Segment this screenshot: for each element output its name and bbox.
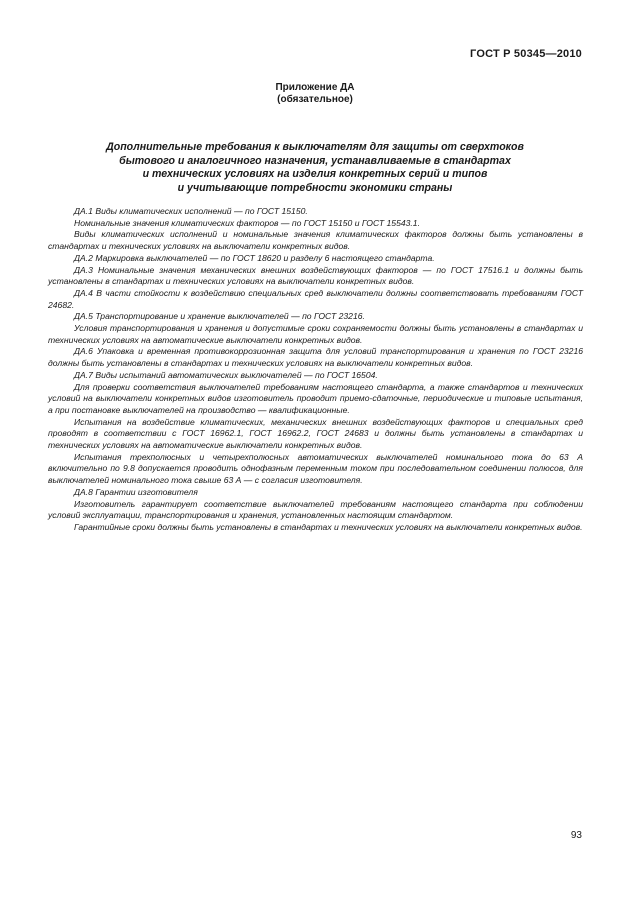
title-line: бытового и аналогичного назначения, устанавливаемые в стандартах [119, 154, 511, 167]
body-text [48, 206, 583, 534]
appendix-title: Приложение ДА [275, 82, 355, 93]
paragraph: Номинальные значения климатических факторов — по ГОСТ 15150 и ГОСТ 15543.1. [74, 217, 420, 228]
paragraph: Для проверки соответствия выключателей требованиям настоящего стандарта, а также стандартов и технических условий на выключатели конкретных видов изготовитель проводит приемо-сдаточные, периодические и типовые испытания, а при постановке выключателей на производство — квалификационные. [48, 381, 583, 415]
paragraph: Виды климатических исполнений и номинальные значения климатических факторов должны быть установлены в стандартах и технических условиях на выключатели конкретных видов. [48, 229, 583, 252]
paragraph: Изготовитель гарантирует соответствие выключателей требованиям настоящего стандарта при соблюдении условий эксплуатации, транспортирования и хранения, установленных настоящим стандартом. [48, 498, 583, 521]
paragraph: ДА.3 Номинальные значения механических внешних воздействующих факторов — по ГОСТ 17516.1 и должны быть установлены в стандартах и технических условиях на выключатели конкретных видов. [48, 264, 583, 287]
paragraph: Гарантийные сроки должны быть установлены в стандартах и технических условиях на выключатели конкретных видов. [74, 521, 583, 532]
paragraph: ДА.1 Виды климатических исполнений — по ГОСТ 15150. [74, 206, 308, 216]
appendix-heading [0, 82, 630, 106]
title-line: и учитывающие потребности экономики страны [177, 181, 453, 194]
paragraph: ДА.4 В части стойкости к воздействию специальных сред выключатели должны соответствовать требованиям ГОСТ 24682. [48, 287, 583, 310]
title-line: и технических условиях на изделия конкретных серий и типов [142, 168, 488, 180]
paragraph: ДА.5 Транспортирование и хранение выключателей — по ГОСТ 23216. [74, 311, 365, 322]
document-code: ГОСТ Р 50345—2010 [470, 48, 582, 60]
paragraph: Условия транспортирования и хранения и допустимые сроки сохраняемости должны быть установлены в стандартах и технических условиях на автоматические выключатели конкретных видов. [48, 323, 583, 345]
page-number: 93 [570, 830, 582, 841]
paragraph: ДА.6 Упаковка и временная противокоррозионная защита для условий транспортирования и хранения по ГОСТ 23216 должны быть установлены в стандартах и технических условиях на выключатели конкретных видов. [48, 346, 583, 369]
title-line: Дополнительные требования к выключателям для защиты от сверхтоков [106, 141, 524, 153]
paragraph: ДА.2 Маркировка выключателей — по ГОСТ 18620 и разделу 6 настоящего стандарта. [74, 252, 435, 263]
paragraph: Испытания трехполюсных и четырехполюсных автоматических выключателей номинального тока до 63 А включительно по 9.8 допускается проводить однофазным переменным током при последовательном соединении полюсов, для выключателей номинального тока свыше 63 А — с согласия изготовителя. [48, 451, 583, 486]
paragraph: ДА.8 Гарантии изготовителя [74, 486, 198, 497]
appendix-subtitle: (обязательное) [277, 94, 353, 105]
paragraph: Испытания на воздействие климатических, механических внешних воздействующих факторов и специальных сред проводят в соответствии с ГОСТ 16962.1, ГОСТ 16962.2, ГОСТ 24683 и должны быть установлены в стандартах и технических условиях на автоматические выключатели конкретных видов. [48, 416, 583, 451]
section-title [60, 141, 570, 195]
paragraph: ДА.7 Виды испытаний автоматических выключателей — по ГОСТ 16504. [74, 369, 378, 380]
